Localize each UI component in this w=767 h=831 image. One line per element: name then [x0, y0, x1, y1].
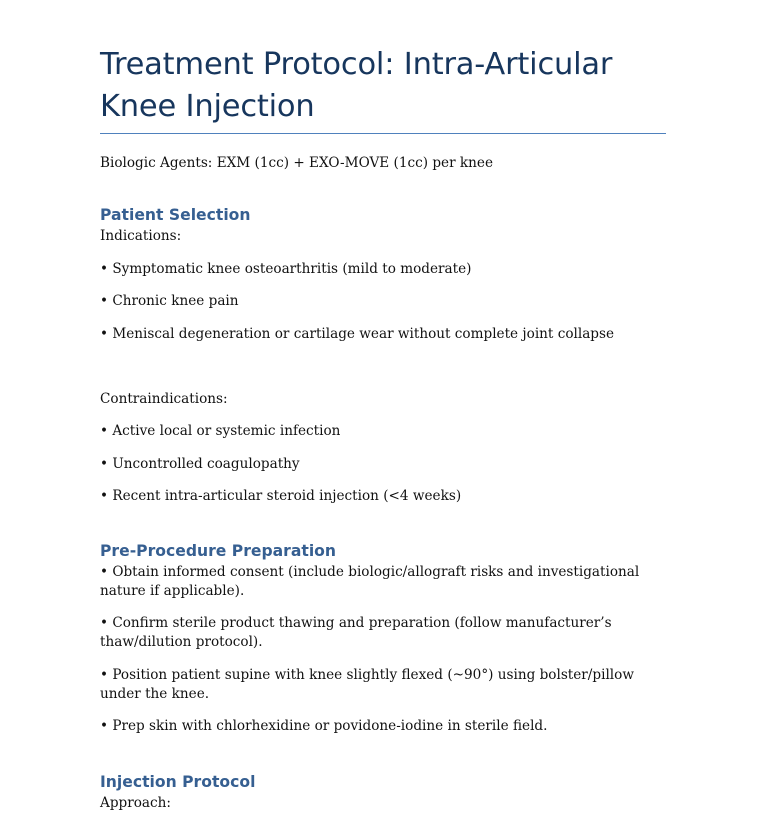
contraindications-label: Contraindications:: [100, 390, 228, 407]
approach-label: Approach:: [100, 794, 171, 811]
document-title: Treatment Protocol: Intra-Articular Knee Injection: [100, 44, 666, 134]
indications-label: Indications:: [100, 228, 182, 244]
list-item: • Recent intra-articular steroid injection (<4 weeks): [100, 488, 462, 504]
list-item: • Obtain informed consent (include biologic/allograft risks and investigational nature if applicable).: [100, 563, 640, 599]
list-item: • Active local or systemic infection: [100, 423, 341, 439]
list-item: • Uncontrolled coagulopathy: [100, 455, 300, 472]
section-heading-pre-procedure: Pre-Procedure Preparation: [100, 542, 336, 560]
list-item: • Position patient supine with knee slightly flexed (~90°) using bolster/pillow under the knee.: [100, 666, 634, 702]
section-heading-injection-protocol: Injection Protocol: [100, 773, 256, 791]
list-item: • Prep skin with chlorhexidine or povidone-iodine in sterile field.: [100, 718, 548, 734]
list-item: • Symptomatic knee osteoarthritis (mild to moderate): [100, 260, 472, 277]
list-item: • Chronic knee pain: [100, 293, 239, 309]
document-page: [100, 0, 666, 813]
list-item: • Confirm sterile product thawing and preparation (follow manufacturer’s thaw/dilution protocol).: [100, 615, 612, 650]
list-item: • Meniscal degeneration or cartilage wear without complete joint collapse: [100, 325, 615, 342]
biologic-agents-line: Biologic Agents: EXM (1cc) + EXO-MOVE (1cc) per knee: [100, 155, 493, 171]
section-heading-patient-selection: Patient Selection: [100, 206, 251, 224]
